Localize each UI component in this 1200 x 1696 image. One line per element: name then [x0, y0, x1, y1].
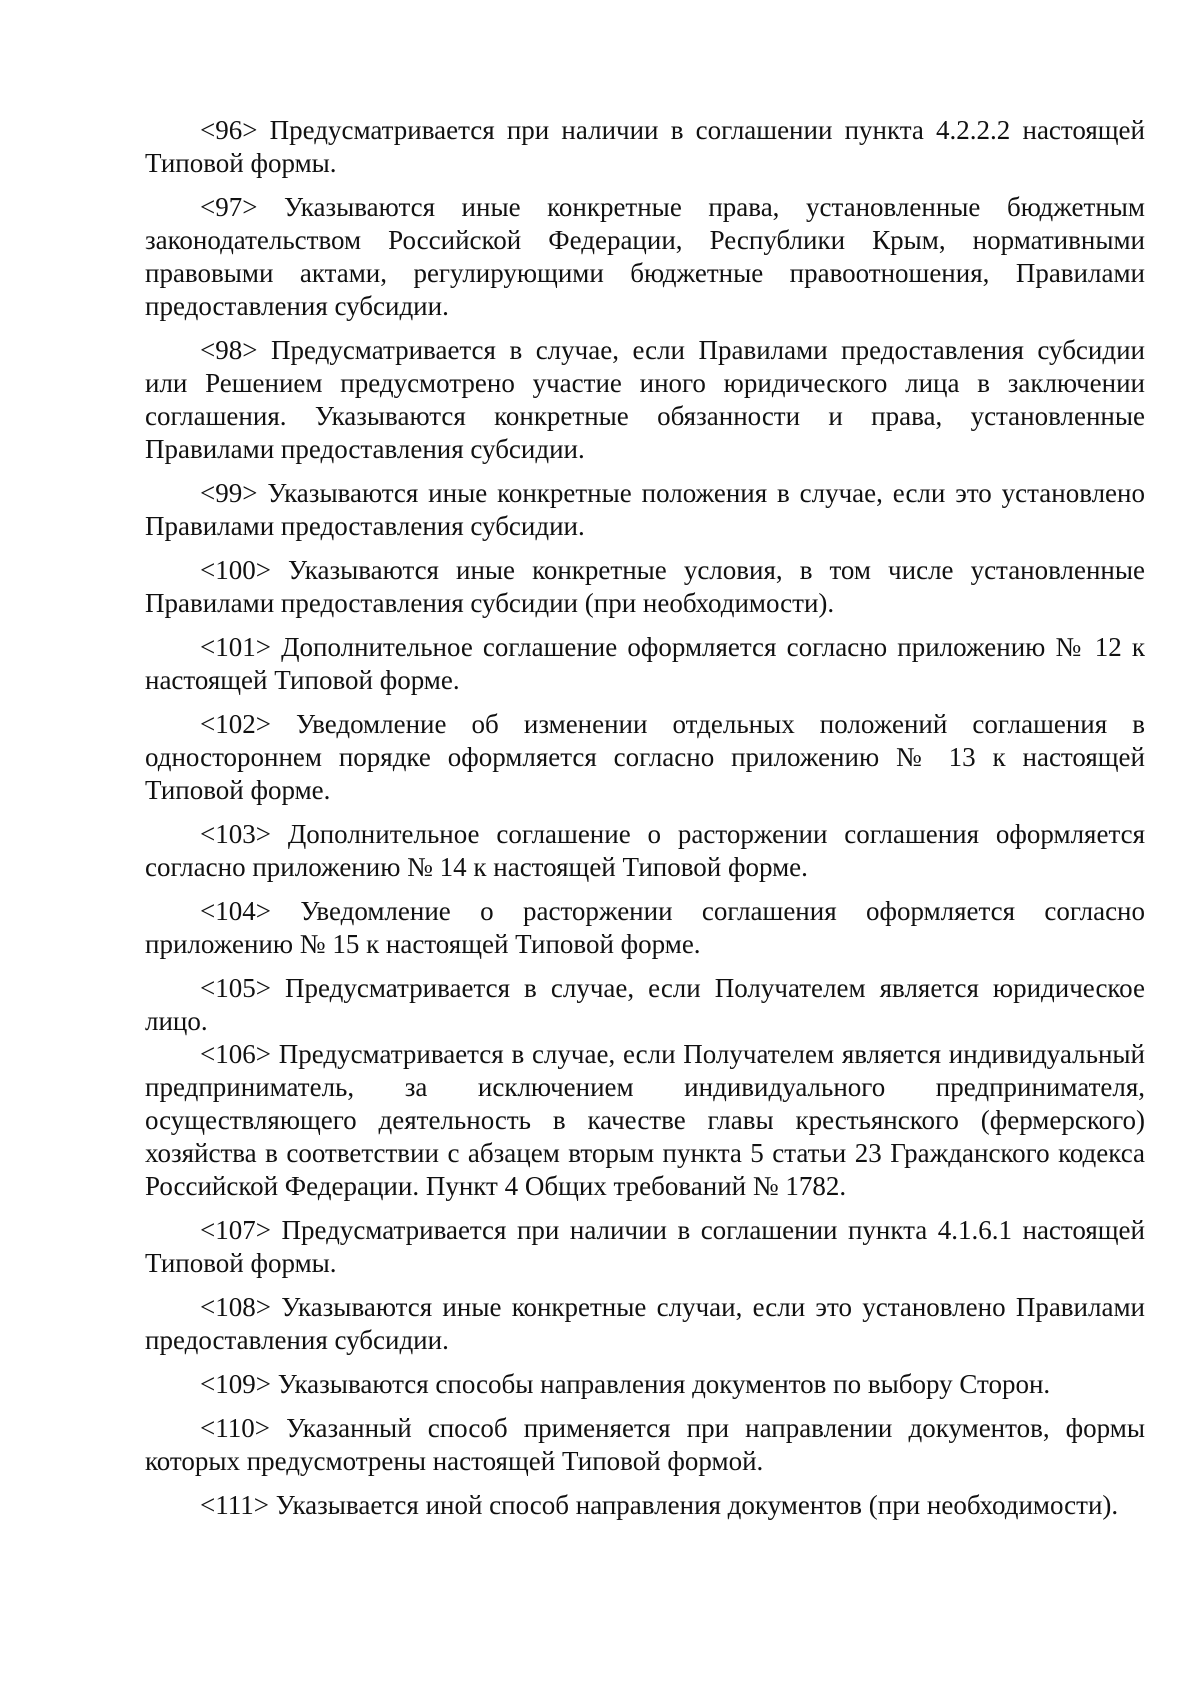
footnote-97: <97> Указываются иные конкретные права, установленные бюджетным законодательством Российской Федерации, Республики Крым, нормативными правовыми актами, регулирующими бюджетные правоотношения, Правилами предоставления субсидии.	[145, 192, 1145, 321]
footnote-100: <100> Указываются иные конкретные условия, в том числе установленные Правилами предоставления субсидии (при необходимости).	[145, 555, 1145, 618]
footnote-101: <101> Дополнительное соглашение оформляется согласно приложению № 12 к настоящей Типовой форме.	[145, 632, 1145, 695]
footnote-107: <107> Предусматривается при наличии в соглашении пункта 4.1.6.1 настоящей Типовой формы.	[145, 1215, 1145, 1278]
footnote-105: <105> Предусматривается в случае, если Получателем является юридическое лицо.	[145, 973, 1145, 1036]
footnote-109: <109> Указываются способы направления документов по выбору Сторон.	[200, 1369, 1051, 1399]
footnote-110: <110> Указанный способ применяется при направлении документов, формы которых предусмотрены настоящей Типовой формой.	[145, 1413, 1145, 1476]
footnote-96: <96> Предусматривается при наличии в соглашении пункта 4.2.2.2 настоящей Типовой формы.	[145, 115, 1145, 178]
footnote-102: <102> Уведомление об изменении отдельных положений соглашения в одностороннем порядке оформляется согласно приложению № 13 к настоящей Типовой форме.	[145, 709, 1145, 805]
footnote-106: <106> Предусматривается в случае, если Получателем является индивидуальный предприниматель, за исключением индивидуального предпринимателя, осуществляющего деятельность в качестве главы крестьянского (фермерского) хозяйства в соответствии с абзацем вторым пункта 5 статьи 23 Гражданского кодекса Российской Федерации. Пункт 4 Общих требований № 1782.	[145, 1039, 1145, 1201]
footnote-104: <104> Уведомление о расторжении соглашения оформляется согласно приложению № 15 к настоящей Типовой форме.	[145, 896, 1145, 959]
footnote-103: <103> Дополнительное соглашение о расторжении соглашения оформляется согласно приложению № 14 к настоящей Типовой форме.	[145, 819, 1145, 882]
footnote-111: <111> Указывается иной способ направления документов (при необходимости).	[200, 1490, 1119, 1520]
footnote-108: <108> Указываются иные конкретные случаи, если это установлено Правилами предоставления субсидии.	[145, 1292, 1145, 1355]
footnotes-list	[145, 114, 1145, 1533]
footnote-98: <98> Предусматривается в случае, если Правилами предоставления субсидии или Решением предусмотрено участие иного юридического лица в заключении соглашения. Указываются конкретные обязанности и права, установленные Правилами предоставления субсидии.	[145, 335, 1145, 464]
footnote-99: <99> Указываются иные конкретные положения в случае, если это установлено Правилами предоставления субсидии.	[145, 478, 1145, 541]
